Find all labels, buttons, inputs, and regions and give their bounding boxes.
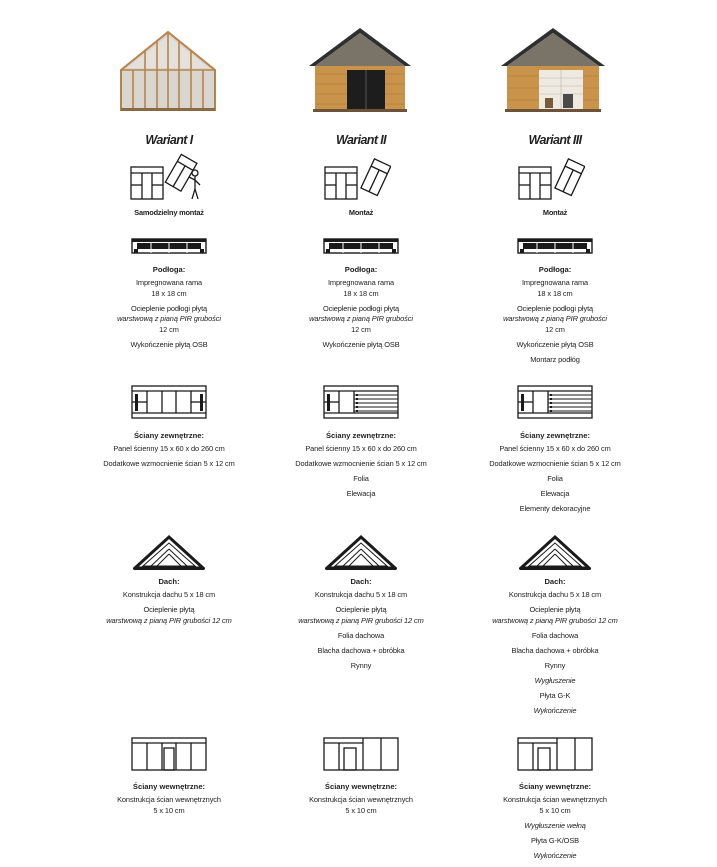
house-image-variant-3	[501, 28, 605, 112]
spec-line: Dodatkowe wzmocnienie ścian 5 x 12 cm	[489, 459, 621, 468]
spec-line: Wykończenie	[533, 850, 577, 860]
exterior-walls-heading: Ściany zewnętrzne:	[519, 431, 591, 440]
spec-line: Konstrukcja dachu 5 x 18 cm	[122, 590, 216, 599]
spec-line: Konstrukcja dachu 5 x 18 cm	[314, 590, 408, 599]
floor-section	[69, 264, 269, 350]
house-image-variant-2	[309, 28, 411, 112]
spec-line: 5 x 10 cm	[153, 805, 185, 815]
assembly-icon	[323, 157, 391, 203]
spec-line: Elewacja	[540, 489, 570, 498]
roof-heading: Dach:	[158, 577, 180, 586]
spec-line: Folia	[353, 474, 369, 483]
variant-column-1	[69, 0, 269, 867]
interior-walls-section	[69, 781, 269, 816]
interior-walls-heading: Ściany wewnętrzne:	[518, 782, 592, 791]
spec-line: 12 cm	[159, 324, 179, 334]
exterior-wall-icon	[131, 384, 207, 420]
spec-line: Wykończenie płytą OSB	[322, 339, 400, 349]
spec-line: Ocieplenie podłogi płytą	[516, 303, 594, 313]
floor-section	[455, 264, 655, 365]
spec-line: Montarz podłóg	[530, 354, 580, 364]
roof-heading: Dach:	[350, 577, 372, 586]
spec-line: Impregnowana rama	[521, 278, 589, 287]
spec-line: 18 x 18 cm	[343, 288, 379, 298]
floor-heading: Podłoga:	[152, 265, 186, 274]
spec-line: Płyta G-K	[539, 690, 571, 700]
montaz-label: Montaż	[542, 208, 568, 217]
spec-line: 18 x 18 cm	[537, 288, 573, 298]
roof-section	[69, 576, 269, 626]
interior-walls-heading: Ściany wewnętrzne:	[324, 782, 398, 791]
spec-line: Ocieplenie podłogi płytą	[130, 303, 208, 313]
roof-icon	[133, 534, 205, 572]
spec-line: Panel ścienny 15 x 60 x do 260 cm	[305, 444, 417, 453]
variant-column-2	[261, 0, 461, 867]
interior-wall-icon	[517, 736, 593, 772]
spec-line: warstwową z pianą PIR grubości 12 cm	[492, 615, 618, 625]
roof-icon	[325, 534, 397, 572]
variant-title: Wariant II	[335, 133, 387, 147]
spec-line: 5 x 10 cm	[345, 805, 377, 815]
spec-line: Dodatkowe wzmocnienie ścian 5 x 12 cm	[103, 459, 235, 468]
montaz-label: Samodzielny montaż	[134, 208, 204, 217]
spec-line: Konstrukcja ścian wewnętrznych	[117, 795, 221, 804]
spec-line: Folia	[547, 474, 563, 483]
spec-line: Konstrukcja ścian wewnętrznych	[309, 795, 413, 804]
spec-line: warstwową z pianą PIR grubości 12 cm	[106, 615, 232, 625]
self-assembly-icon	[129, 153, 204, 203]
spec-line: Wygłuszenie	[534, 675, 576, 685]
exterior-walls-section	[455, 430, 655, 515]
floor-heading: Podłoga:	[344, 265, 378, 274]
roof-section	[261, 576, 461, 671]
spec-line: warstwową z pianą PIR grubości	[503, 314, 607, 323]
spec-line: 5 x 10 cm	[539, 805, 571, 815]
spec-line: Ocieplenie płytą	[529, 605, 581, 614]
spec-line: Rynny	[544, 660, 566, 670]
variant-column-3	[455, 0, 655, 867]
variant-title: Wariant I	[145, 133, 193, 147]
spec-line: Ocieplenie podłogi płytą	[322, 303, 400, 313]
interior-walls-section	[261, 781, 461, 816]
spec-line: Impregnowana rama	[135, 278, 203, 287]
spec-line: Ocieplenie płytą	[143, 605, 195, 614]
spec-line: Wykończenie płytą OSB	[130, 339, 208, 349]
spec-line: Konstrukcja dachu 5 x 18 cm	[508, 590, 602, 599]
exterior-walls-heading: Ściany zewnętrzne:	[325, 431, 397, 440]
floor-section	[261, 264, 461, 350]
spec-line: warstwową z pianą PIR grubości 12 cm	[298, 615, 424, 625]
exterior-walls-section	[69, 430, 269, 470]
roof-heading: Dach:	[544, 577, 566, 586]
roof-icon	[519, 534, 591, 572]
spec-line: Płyta G-K/OSB	[531, 835, 579, 845]
spec-line: Dodatkowe wzmocnienie ścian 5 x 12 cm	[295, 459, 427, 468]
spec-line: 18 x 18 cm	[151, 288, 187, 298]
spec-line: Impregnowana rama	[327, 278, 395, 287]
montaz-label: Montaż	[348, 208, 374, 217]
spec-line: Folia dachowa	[337, 630, 385, 640]
spec-line: Wykończenie	[533, 705, 577, 715]
spec-line: Blacha dachowa + obróbka	[317, 645, 405, 655]
spec-line: Folia dachowa	[531, 630, 579, 640]
spec-line: warstwową z pianą PIR grubości	[309, 314, 413, 323]
spec-line: Konstrukcja ścian wewnętrznych	[503, 795, 607, 804]
spec-line: Wygłuszenie wełną	[524, 820, 586, 830]
spec-line: 12 cm	[351, 324, 371, 334]
interior-walls-heading: Ściany wewnętrzne:	[132, 782, 206, 791]
floor-icon	[517, 237, 593, 254]
floor-heading: Podłoga:	[538, 265, 572, 274]
spec-line: Ocieplenie płytą	[335, 605, 387, 614]
roof-section	[455, 576, 655, 716]
exterior-wall-icon	[517, 384, 593, 420]
interior-wall-icon	[323, 736, 399, 772]
spec-line: Panel ścienny 15 x 60 x do 260 cm	[499, 444, 611, 453]
spec-line: Panel ścienny 15 x 60 x do 260 cm	[113, 444, 225, 453]
exterior-walls-section	[261, 430, 461, 500]
house-image-variant-1	[117, 30, 219, 112]
spec-line: Elementy dekoracyjne	[519, 504, 591, 513]
floor-icon	[323, 237, 399, 254]
assembly-icon	[517, 157, 585, 203]
exterior-wall-icon	[323, 384, 399, 420]
interior-walls-section	[455, 781, 655, 861]
spec-line: Blacha dachowa + obróbka	[511, 645, 599, 655]
variant-title: Wariant III	[528, 133, 582, 147]
spec-line: warstwową z pianą PIR grubości	[117, 314, 221, 323]
exterior-walls-heading: Ściany zewnętrzne:	[133, 431, 205, 440]
interior-wall-icon	[131, 736, 207, 772]
spec-line: Wykończenie płytą OSB	[516, 339, 594, 349]
spec-line: Elewacja	[346, 489, 376, 498]
floor-icon	[131, 237, 207, 254]
spec-line: Rynny	[350, 660, 372, 670]
spec-line: 12 cm	[545, 324, 565, 334]
